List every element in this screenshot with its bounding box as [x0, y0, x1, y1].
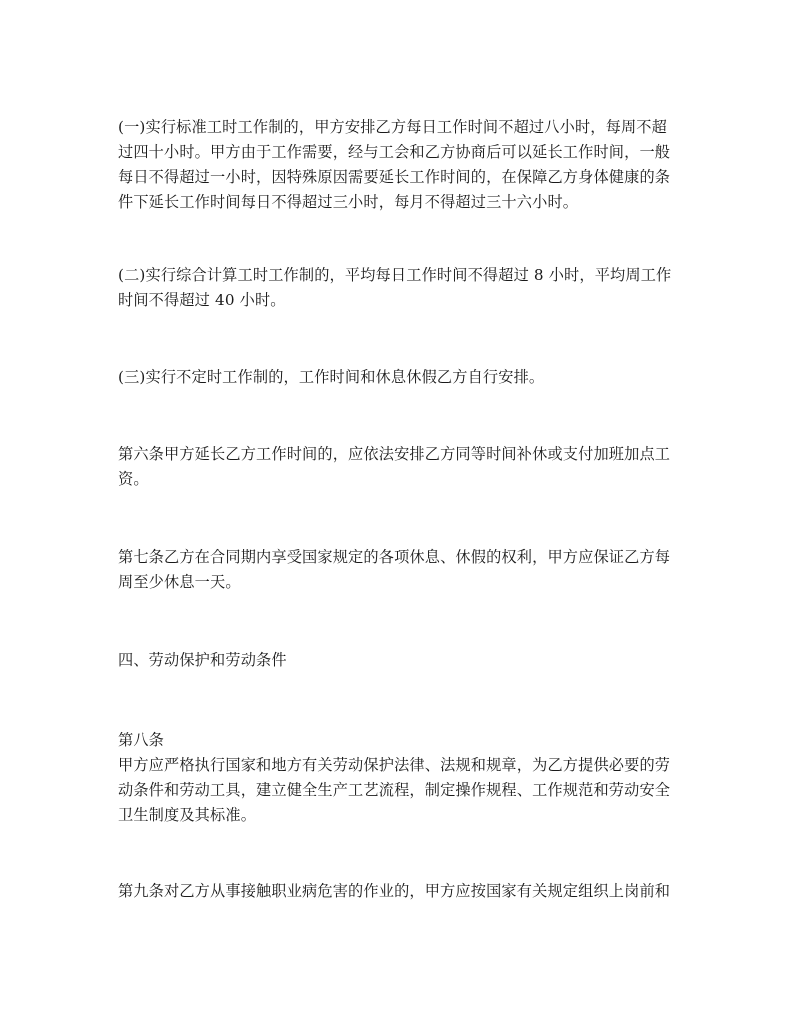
paragraph-flexible-working-hours — [118, 365, 684, 390]
text-line: 每日不得超过一小时，因特殊原因需要延长工作时间的，在保障乙方身体健康的条 — [118, 168, 671, 186]
text-line: 周至少休息一天。 — [118, 573, 241, 591]
text-line: 时间不得超过 40 小时。 — [118, 291, 286, 309]
paragraph-article-9 — [118, 879, 684, 904]
paragraph-comprehensive-working-hours — [118, 263, 684, 313]
text-line: (一)实行标准工时工作制的，甲方安排乙方每日工作时间不超过八小时，每周不超 — [118, 118, 667, 136]
paragraph-article-6 — [118, 442, 684, 492]
text-line: 甲方应严格执行国家和地方有关劳动保护法律、法规和规章，为乙方提供必要的劳 — [118, 756, 671, 774]
paragraph-article-7 — [118, 545, 684, 595]
text-line: 件下延长工作时间每日不得超过三小时，每月不得超过三十六小时。 — [118, 193, 579, 211]
text-line: 动条件和劳动工具，建立健全生产工艺流程，制定操作规程、工作规范和劳动安全 — [118, 781, 671, 799]
text-line: 四、劳动保护和劳动条件 — [118, 651, 287, 669]
article-heading: 第八条 — [118, 731, 165, 749]
text-line: 过四十小时。甲方由于工作需要，经与工会和乙方协商后可以延长工作时间，一般 — [118, 143, 671, 161]
text-line: 第九条对乙方从事接触职业病危害的作业的，甲方应按国家有关规定组织上岗前和 — [118, 882, 671, 900]
paragraph-standard-working-hours — [118, 115, 684, 215]
section-heading-labor-protection — [118, 648, 684, 673]
text-line: 第七条乙方在合同期内享受国家规定的各项休息、休假的权利，甲方应保证乙方每 — [118, 548, 671, 566]
text-line: (三)实行不定时工作制的，工作时间和休息休假乙方自行安排。 — [118, 368, 545, 386]
text-line: (二)实行综合计算工时工作制的，平均每日工作时间不得超过 8 小时，平均周工作 — [118, 266, 672, 284]
paragraph-article-8 — [118, 728, 684, 828]
text-line: 第六条甲方延长乙方工作时间的，应依法安排乙方同等时间补休或支付加班加点工 — [118, 445, 671, 463]
text-line: 资。 — [118, 470, 149, 488]
text-line: 卫生制度及其标准。 — [118, 806, 257, 824]
